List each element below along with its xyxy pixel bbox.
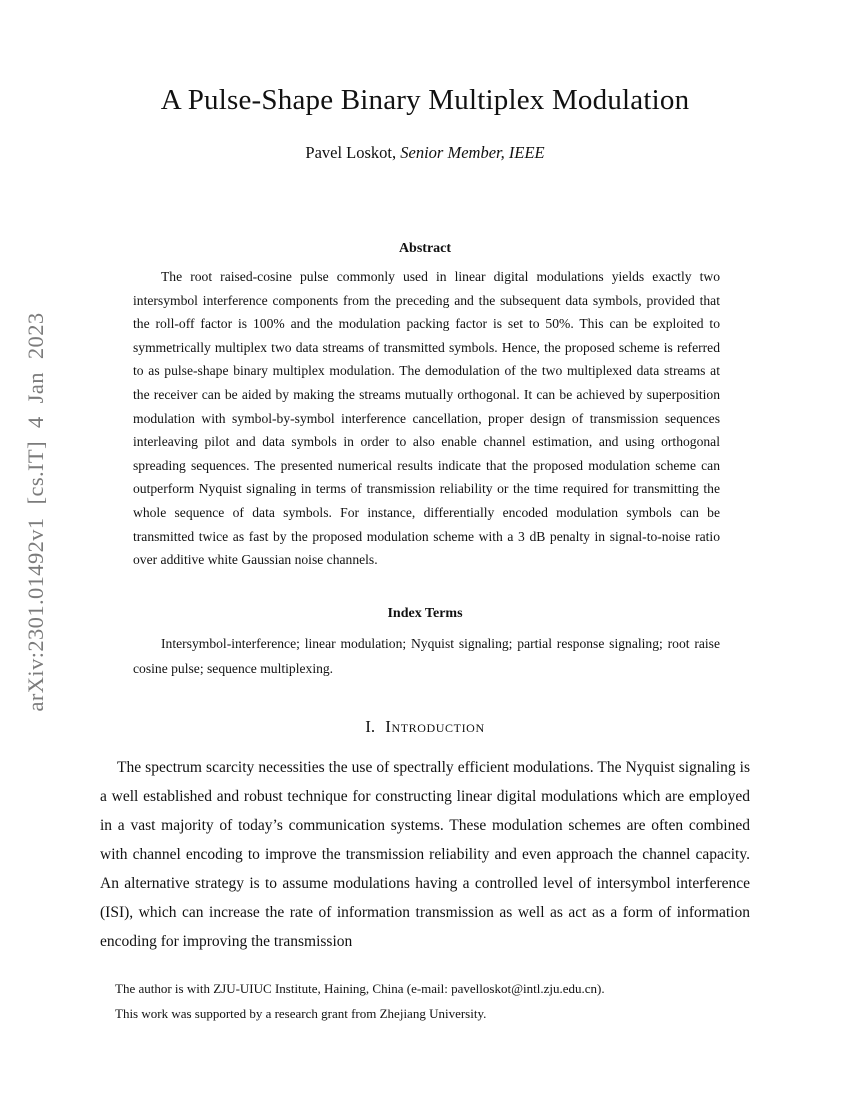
footnotes-block	[100, 976, 750, 1026]
author-line	[100, 143, 750, 163]
author-role: Senior Member, IEEE	[400, 143, 545, 162]
footnote-author-affiliation: The author is with ZJU-UIUC Institute, Haining, China (e-mail: pavelloskot@intl.zju.edu.cn).	[115, 980, 605, 996]
paper-title: A Pulse-Shape Binary Multiplex Modulation	[160, 84, 690, 116]
section-heading	[100, 717, 750, 737]
arxiv-sidebar-label: arXiv:2301.01492v1 [cs.IT] 4 Jan 2023	[23, 312, 48, 712]
index-terms-heading: Index Terms	[387, 605, 463, 621]
index-terms-text: Intersymbol-interference; linear modulation; Nyquist signaling; partial response signaling; root raise cosine pulse; sequence multiplexing.	[133, 635, 720, 676]
author-name: Pavel Loskot,	[305, 143, 401, 162]
section-number: I.	[365, 716, 376, 736]
section-title: Introduction	[385, 716, 485, 736]
abstract-heading: Abstract	[398, 241, 452, 256]
intro-paragraph: The spectrum scarcity necessities the use of spectrally efficient modulations. The Nyquist signaling is a well established and robust technique for constructing linear digital modulations which are employed in a vast majority of today’s communication systems. These modulation schemes are often combined with channel encoding to improve the transmission reliability and even approach the channel capacity. An alternative strategy is to assume modulations having a controlled level of intersymbol interference (ISI), which can increase the rate of information transmission as well as act as a form of information encoding for improving the transmission	[100, 758, 750, 950]
footnote-funding: This work was supported by a research grant from Zhejiang University.	[115, 1005, 487, 1021]
abstract-text: The root raised-cosine pulse commonly used in linear digital modulations yields exactly two intersymbol interference components from the preceding and the subsequent data symbols, provided that the roll-off factor is 100% and the modulation packing factor is set to 50%. This can be exploited to symmetrically multiplex two data streams of transmitted symbols. Hence, the proposed scheme is referred to as pulse-shape binary multiplex modulation. The demodulation of the two multiplexed data streams at the receiver can be aided by making the streams mutually orthogonal. It can be achieved by superposition modulation with symbol-by-symbol interference cancellation, proper design of transmission sequences interleaving pilot and data symbols in order to also enable channel estimation, and using orthogonal spreading sequences. The presented numerical results indicate that the proposed modulation scheme can outperform Nyquist signaling in terms of transmission reliability or the time required for transmitting the whole sequence of data symbols. For instance, differentially encoded modulation symbols can be transmitted twice as fast by the proposed modulation scheme with a 3 dB penalty in signal-to-noise ratio over additive white Gaussian noise channels.	[133, 269, 720, 568]
